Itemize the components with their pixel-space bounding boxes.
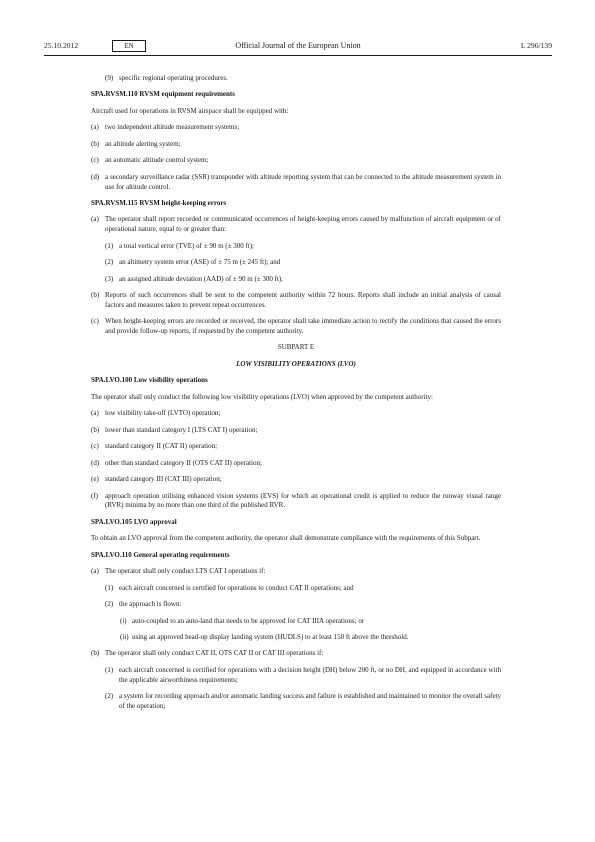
sub-list-item	[91, 74, 501, 84]
sub-sub-list-item	[91, 633, 501, 643]
item-text: each aircraft concerned is certified for operations with a decision height (DH) below 200 ft, or no DH, and equipped in accordance with the applicable airworthiness requirements;	[119, 665, 501, 684]
list-marker: (2)	[105, 258, 114, 267]
list-item	[91, 123, 501, 133]
list-marker: (c)	[91, 317, 99, 326]
list-item	[91, 442, 501, 452]
list-item	[91, 409, 501, 419]
list-marker: (d)	[91, 172, 100, 181]
item-text: approach operation utilising enhanced vision systems (EVS) for which an operational credit is applied to reduce the runway visual range (RVR) minima by no more than one third of the published RVR.	[105, 491, 501, 510]
list-marker: (1)	[105, 583, 114, 592]
list-marker: (b)	[91, 425, 100, 434]
list-item	[91, 649, 501, 659]
list-marker: (2)	[105, 692, 114, 701]
item-text: lower than standard category I (LTS CAT I) operation;	[105, 425, 258, 434]
language-box: EN	[112, 40, 146, 52]
item-text: each aircraft concerned is certified for operations to conduct CAT II operations; and	[119, 583, 354, 592]
item-text: an assigned altitude deviation (AAD) of ± 90 m (± 300 ft).	[119, 274, 283, 283]
sub-list-item	[91, 666, 501, 685]
list-item	[91, 492, 501, 511]
section-heading: SPA.RVSM.115 RVSM height-keeping errors	[91, 198, 227, 207]
item-text: Reports of such occurrences shall be sent to the competent authority within 72 hours. Reports shall include an initial analysis of causal factors and measures taken to prevent repeat occurrences.	[105, 291, 501, 309]
list-item	[91, 317, 501, 336]
list-marker: (a)	[91, 567, 99, 576]
item-text: a secondary surveillance radar (SSR) transponder with altitude reporting system that can be connected to the altitude measurement system in use for altitude control.	[105, 172, 501, 191]
item-text: other than standard category II (OTS CAT II) operation;	[105, 458, 262, 467]
list-marker: (f)	[91, 491, 98, 500]
item-text: auto-coupled to an auto-land that needs to be approved for CAT IIIA operations; or	[132, 616, 365, 625]
sub-list-item	[91, 242, 501, 252]
list-item	[91, 459, 501, 469]
subpart-label: SUBPART E	[277, 343, 315, 352]
list-marker: (a)	[91, 215, 99, 224]
sub-list-item	[91, 600, 501, 610]
publication-date: 25.10.2012	[44, 41, 79, 50]
item-text: The operator shall report recorded or communicated occurrences of height-keeping errors caused by malfunction of aircraft equipment or of operational nature, equal to or greater than:	[105, 215, 501, 234]
list-item	[91, 426, 501, 436]
item-text: an altimetry system error (ASE) of ± 75 m (± 245 ft); and	[119, 258, 281, 267]
list-marker: (b)	[91, 291, 100, 299]
sub-sub-list-item	[91, 617, 501, 627]
list-marker: (c)	[91, 442, 99, 451]
list-marker: (1)	[105, 665, 114, 674]
item-text: The operator shall only conduct CAT II, OTS CAT II or CAT III operations if:	[105, 649, 324, 658]
list-marker: (2)	[105, 600, 114, 609]
sub-list-item	[91, 275, 501, 285]
item-text: an automatic altitude control system;	[105, 156, 209, 165]
item-text: a total vertical error (TVE) of ± 90 m (± 300 ft);	[119, 241, 254, 250]
list-item	[91, 156, 501, 166]
list-marker: (d)	[91, 458, 100, 467]
item-text: standard category III (CAT III) operation;	[105, 475, 222, 484]
list-item	[91, 140, 501, 150]
list-marker: (9)	[105, 74, 114, 82]
paragraph: The operator shall only conduct the following low visibility operations (LVO) when approved by the competent authority:	[91, 392, 433, 401]
list-marker: (a)	[91, 123, 99, 132]
page-header	[44, 40, 552, 54]
list-item	[91, 567, 501, 577]
list-marker: (e)	[91, 475, 99, 484]
item-text: standard category II (CAT II) operation;	[105, 442, 218, 451]
sub-list-item	[91, 584, 501, 594]
list-marker: (a)	[91, 409, 99, 418]
list-marker: (c)	[91, 156, 99, 165]
journal-title: Official Journal of the European Union	[235, 41, 361, 50]
list-item	[91, 475, 501, 485]
list-marker: (b)	[91, 139, 100, 148]
item-text: When height-keeping errors are recorded or received, the operator shall take immediate action to rectify the conditions that caused the errors and provide follow-up reports, if requested by the competent authority.	[105, 317, 501, 335]
sub-list-item	[91, 258, 501, 268]
section-heading: SPA.LVO.110 General operating requirements	[91, 550, 230, 559]
paragraph: To obtain an LVO approval from the competent authority, the operator shall demonstrate compliance with the requirements of this Subpart.	[91, 534, 481, 543]
section-heading: SPA.RVSM.110 RVSM equipment requirements	[91, 90, 235, 99]
list-marker: (b)	[91, 649, 100, 658]
list-item	[91, 215, 501, 234]
header-divider	[44, 55, 552, 56]
list-marker: (1)	[105, 241, 114, 250]
list-item	[91, 173, 501, 192]
document-body	[91, 74, 501, 718]
item-text: an altitude alerting system;	[105, 139, 181, 148]
item-text: specific regional operating procedures.	[119, 74, 228, 82]
item-text: two independent altitude measurement systems;	[105, 123, 240, 132]
section-heading: SPA.LVO.105 LVO approval	[91, 517, 177, 526]
page-number: L 296/139	[520, 41, 552, 50]
list-marker: (3)	[105, 274, 114, 283]
item-text: using an approved head-up display landing system (HUDLS) to at least 150 ft above the threshold.	[132, 632, 409, 641]
item-text: the approach is flown:	[119, 600, 182, 609]
list-item	[91, 291, 501, 310]
list-marker: (i)	[120, 616, 127, 625]
list-marker: (ii)	[120, 632, 129, 641]
sub-list-item	[91, 692, 501, 711]
section-heading: SPA.LVO.100 Low visibility operations	[91, 376, 208, 385]
subpart-title: LOW VISIBILITY OPERATIONS (LVO)	[236, 359, 356, 368]
item-text: The operator shall only conduct LTS CAT I operations if:	[105, 567, 266, 576]
paragraph: Aircraft used for operations in RVSM airspace shall be equipped with:	[91, 106, 289, 115]
item-text: a system for recording approach and/or automatic landing success and failure is established and maintained to monitor the overall safety of the operation;	[119, 692, 501, 710]
item-text: low visibility take-off (LVTO) operation;	[105, 409, 221, 418]
